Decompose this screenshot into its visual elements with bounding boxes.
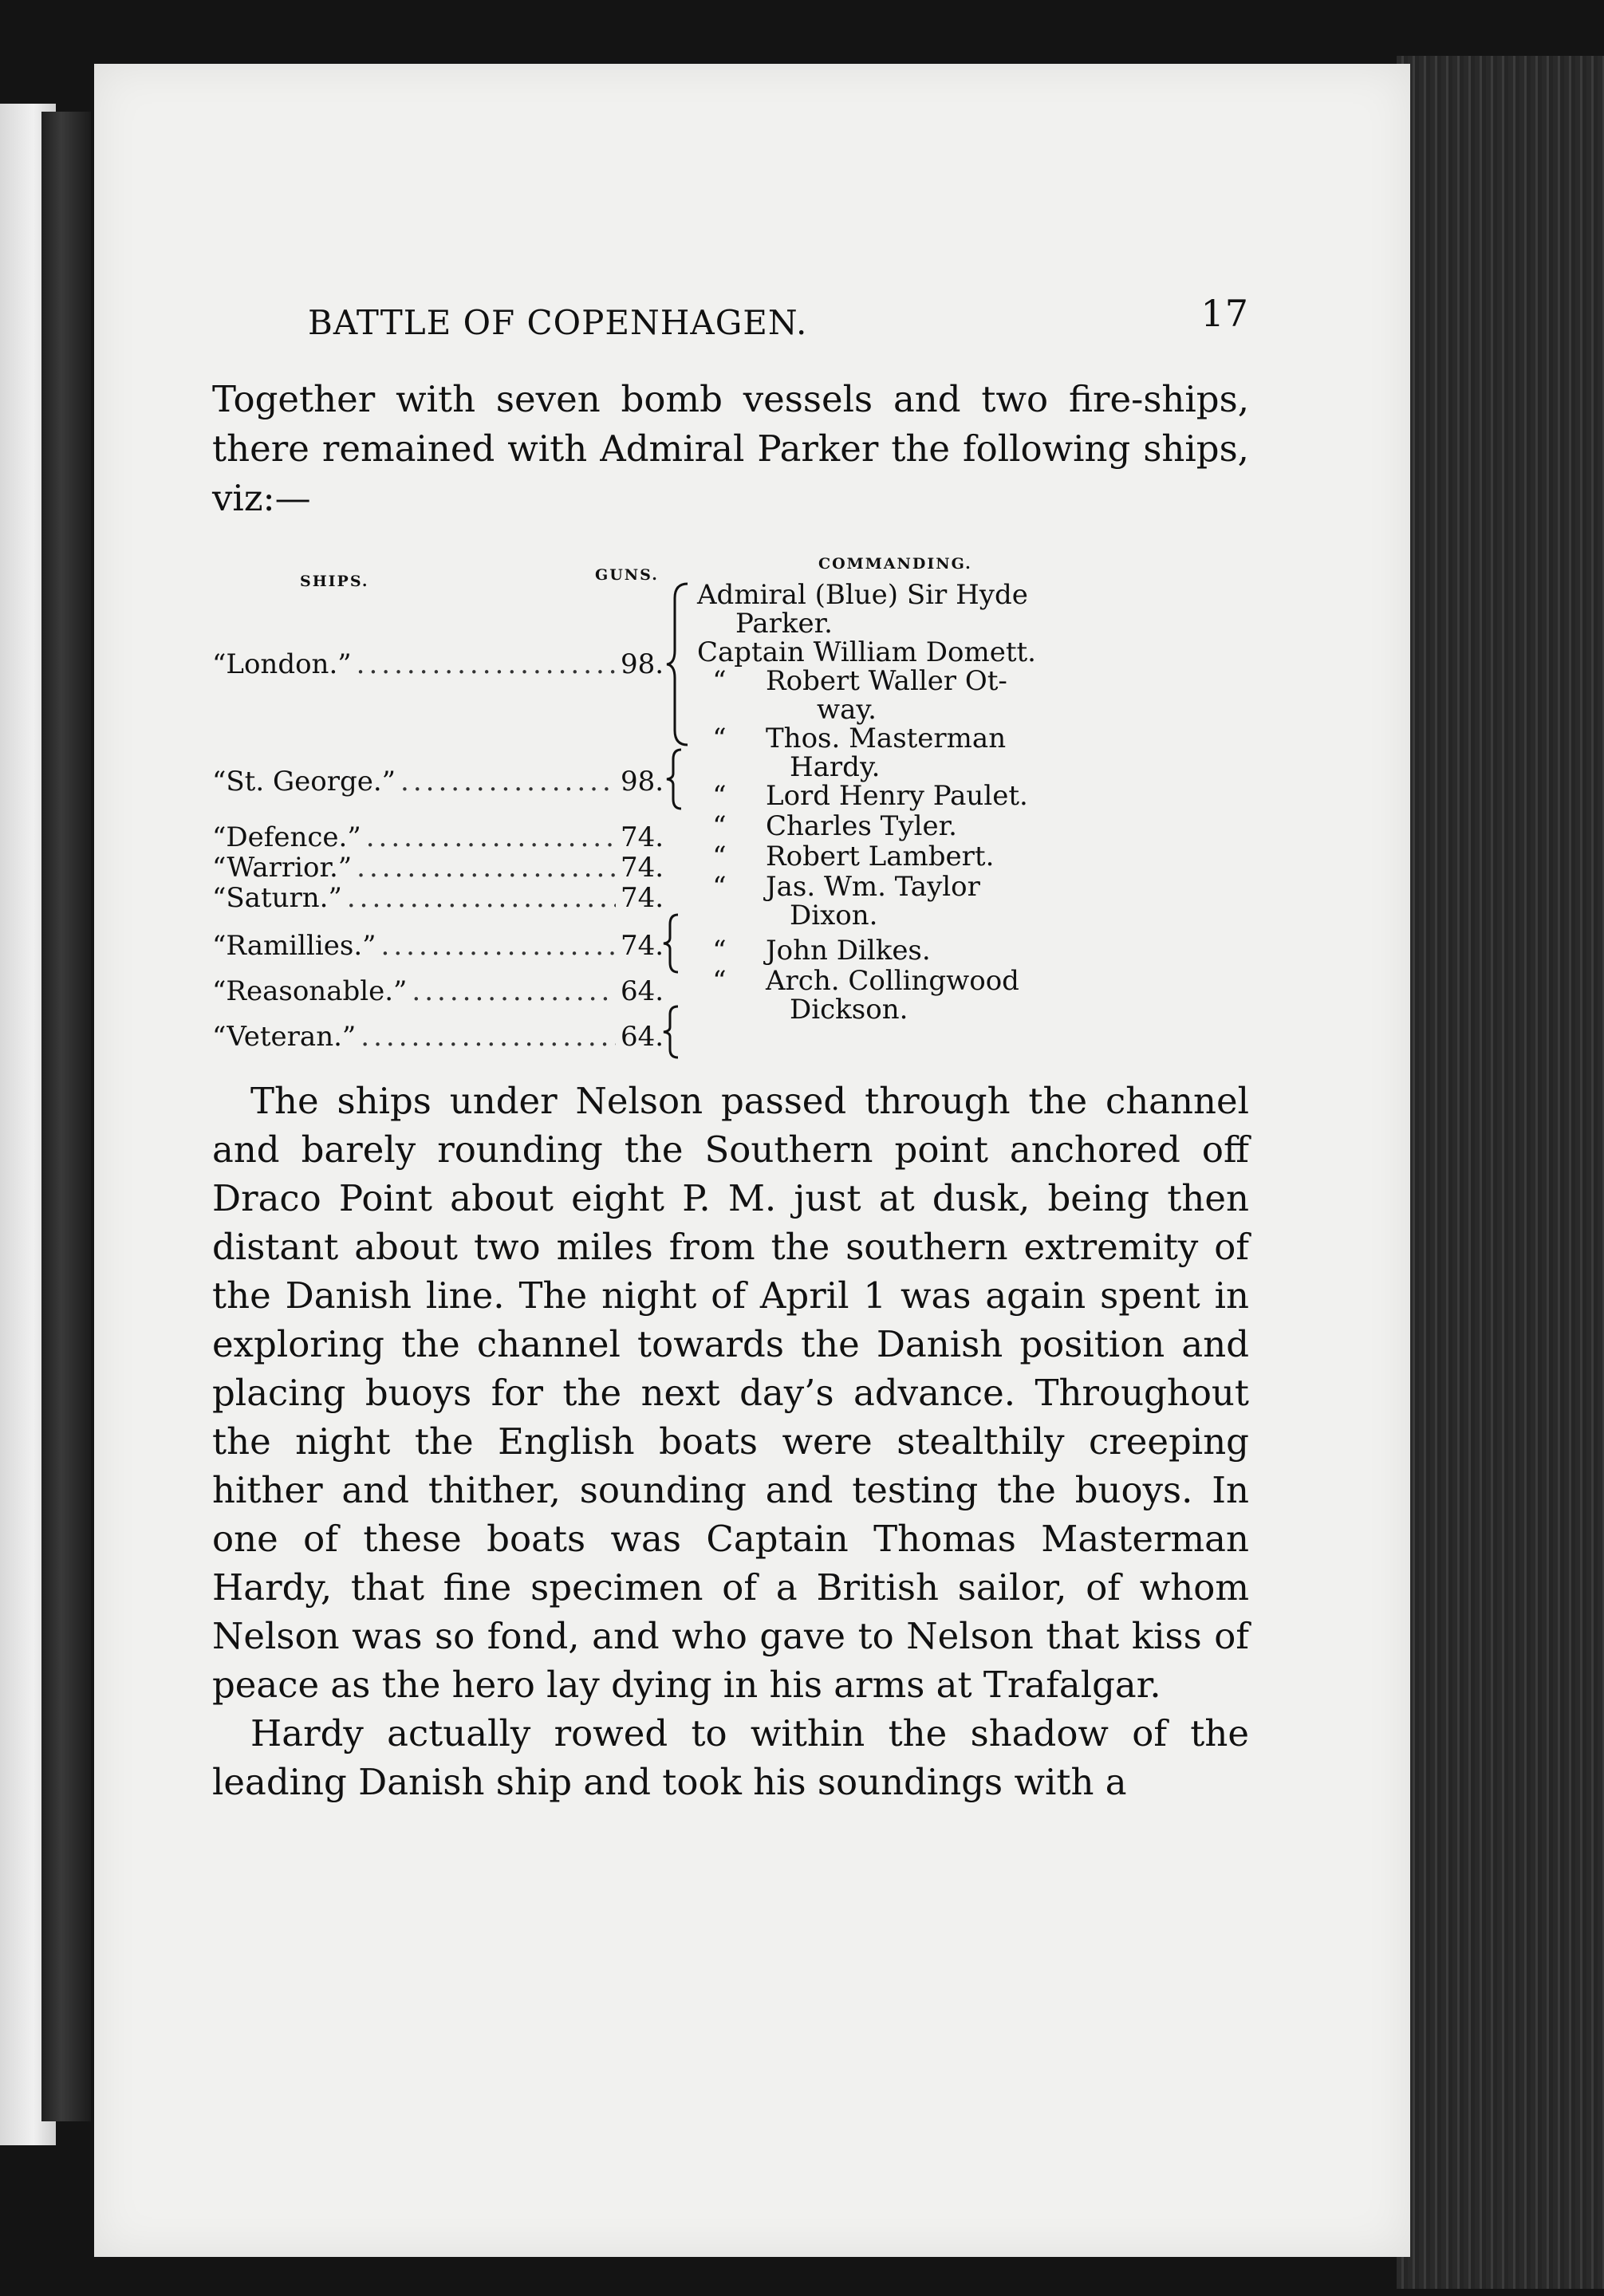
commander-entry xyxy=(697,936,1160,965)
leader-dots xyxy=(412,975,616,1007)
ship-row xyxy=(212,766,664,797)
commander-entry xyxy=(697,842,1160,871)
commander-entry xyxy=(697,724,1160,782)
leader-dots xyxy=(361,1021,616,1053)
ship-guns: 98. xyxy=(621,648,664,680)
brace-veteran xyxy=(660,1003,684,1059)
ship-row xyxy=(212,882,664,914)
page-content xyxy=(212,292,1249,1806)
brace-st-george xyxy=(664,746,688,810)
running-head-title: BATTLE OF COPENHAGEN. xyxy=(308,303,808,342)
commander-line: Charles Tyler. xyxy=(766,810,957,842)
body-paragraph: The ships under Nelson passed through the channel and barely rounding the Southern point anchored off Draco Point about eight P. M. just at dusk, being then distant about two miles from the southern extremity of the Danish line. The night of April 1 was again spent in exploring the channel towards the Danish position and placing buoys for the next day’s advance. Throughout the night the English boats were stealthily creeping hither and thither, sounding and testing the buoys. In one of these boats was Captain Thomas Masterman Hardy, that fine specimen of a British sailor, of whom Nelson was so fond, and who gave to Nelson that kiss of peace as the hero lay dying in his arms at Trafalgar. xyxy=(212,1080,1249,1706)
ship-name: “Ramillies.” xyxy=(212,930,376,962)
commander-entry xyxy=(697,667,1160,724)
header-guns: GUNS. xyxy=(595,566,659,584)
ship-row xyxy=(212,930,664,962)
ship-name: “Warrior.” xyxy=(212,852,353,884)
commander-entry xyxy=(697,872,1160,930)
ditto-mark: “ xyxy=(712,723,727,754)
running-head xyxy=(212,292,1249,367)
body-paragraph: Hardy actually rowed to within the shadow of the leading Danish ship and took his soundings with a xyxy=(212,1712,1249,1803)
commander-entry xyxy=(697,967,1160,1024)
commander-line: Jas. Wm. Taylor xyxy=(766,871,980,903)
leader-dots xyxy=(366,821,616,853)
ditto-mark: “ xyxy=(712,871,727,903)
ditto-mark: “ xyxy=(712,665,727,697)
ditto-mark: “ xyxy=(712,841,727,872)
header-ships: SHIPS. xyxy=(300,573,369,590)
leader-dots xyxy=(347,882,616,914)
brace-ramillies xyxy=(660,912,684,974)
ships-table xyxy=(212,555,1249,1059)
ship-guns: 64. xyxy=(621,975,664,1007)
commander-line-continued: Dixon. xyxy=(790,900,878,931)
book-page xyxy=(94,64,1410,2257)
ditto-mark: “ xyxy=(712,810,727,842)
commander-entry xyxy=(697,638,1160,667)
commander-line: Captain William Domett. xyxy=(697,636,1036,668)
commander-line: Admiral (Blue) Sir Hyde xyxy=(697,579,1028,611)
leader-dots xyxy=(381,930,616,962)
ship-guns: 64. xyxy=(621,1021,664,1053)
commander-line-continued: Hardy. xyxy=(790,751,881,783)
commander-line: Thos. Masterman xyxy=(766,723,1007,754)
ship-name: “Veteran.” xyxy=(212,1021,357,1053)
ship-guns: 98. xyxy=(621,766,664,797)
ship-row xyxy=(212,1021,664,1053)
ship-row xyxy=(212,648,664,680)
brace-london xyxy=(664,581,696,748)
ship-name: “Defence.” xyxy=(212,821,361,853)
ditto-mark: “ xyxy=(712,780,727,812)
ship-guns: 74. xyxy=(621,852,664,884)
ship-name: “Reasonable.” xyxy=(212,975,408,1007)
commander-entry xyxy=(697,812,1160,841)
ship-name: “St. George.” xyxy=(212,766,396,797)
ship-name: “Saturn.” xyxy=(212,882,342,914)
ditto-mark: “ xyxy=(712,965,727,997)
commander-line: Robert Waller Ot- xyxy=(766,665,1007,697)
commander-line: Arch. Collingwood xyxy=(766,965,1019,997)
header-commanding: COMMANDING. xyxy=(818,555,972,573)
page-number: 17 xyxy=(1200,292,1249,335)
commander-line: Lord Henry Paulet. xyxy=(766,780,1028,812)
commander-line-continued: way. xyxy=(817,694,877,726)
ditto-mark: “ xyxy=(712,935,727,967)
body-text xyxy=(212,1077,1249,1806)
ship-name: “London.” xyxy=(212,648,352,680)
leader-dots xyxy=(400,766,616,797)
leader-dots xyxy=(357,648,616,680)
commander-entry xyxy=(697,782,1160,810)
leader-dots xyxy=(357,852,616,884)
ship-guns: 74. xyxy=(621,821,664,853)
page-stack-edge xyxy=(1397,56,1604,2289)
book-gutter xyxy=(41,112,91,2121)
commander-entry xyxy=(697,581,1160,638)
ship-row xyxy=(212,852,664,884)
ship-row xyxy=(212,821,664,853)
commander-line: Robert Lambert. xyxy=(766,841,995,872)
lead-paragraph: Together with seven bomb vessels and two fire-ships, there remained with Admiral Parker the following ships, viz:— xyxy=(212,378,1249,519)
commander-line-continued: Parker. xyxy=(735,608,833,640)
ship-guns: 74. xyxy=(621,882,664,914)
ship-guns: 74. xyxy=(621,930,664,962)
commander-line-continued: Dickson. xyxy=(790,994,908,1026)
ship-row xyxy=(212,975,664,1007)
commander-line: John Dilkes. xyxy=(766,935,931,967)
